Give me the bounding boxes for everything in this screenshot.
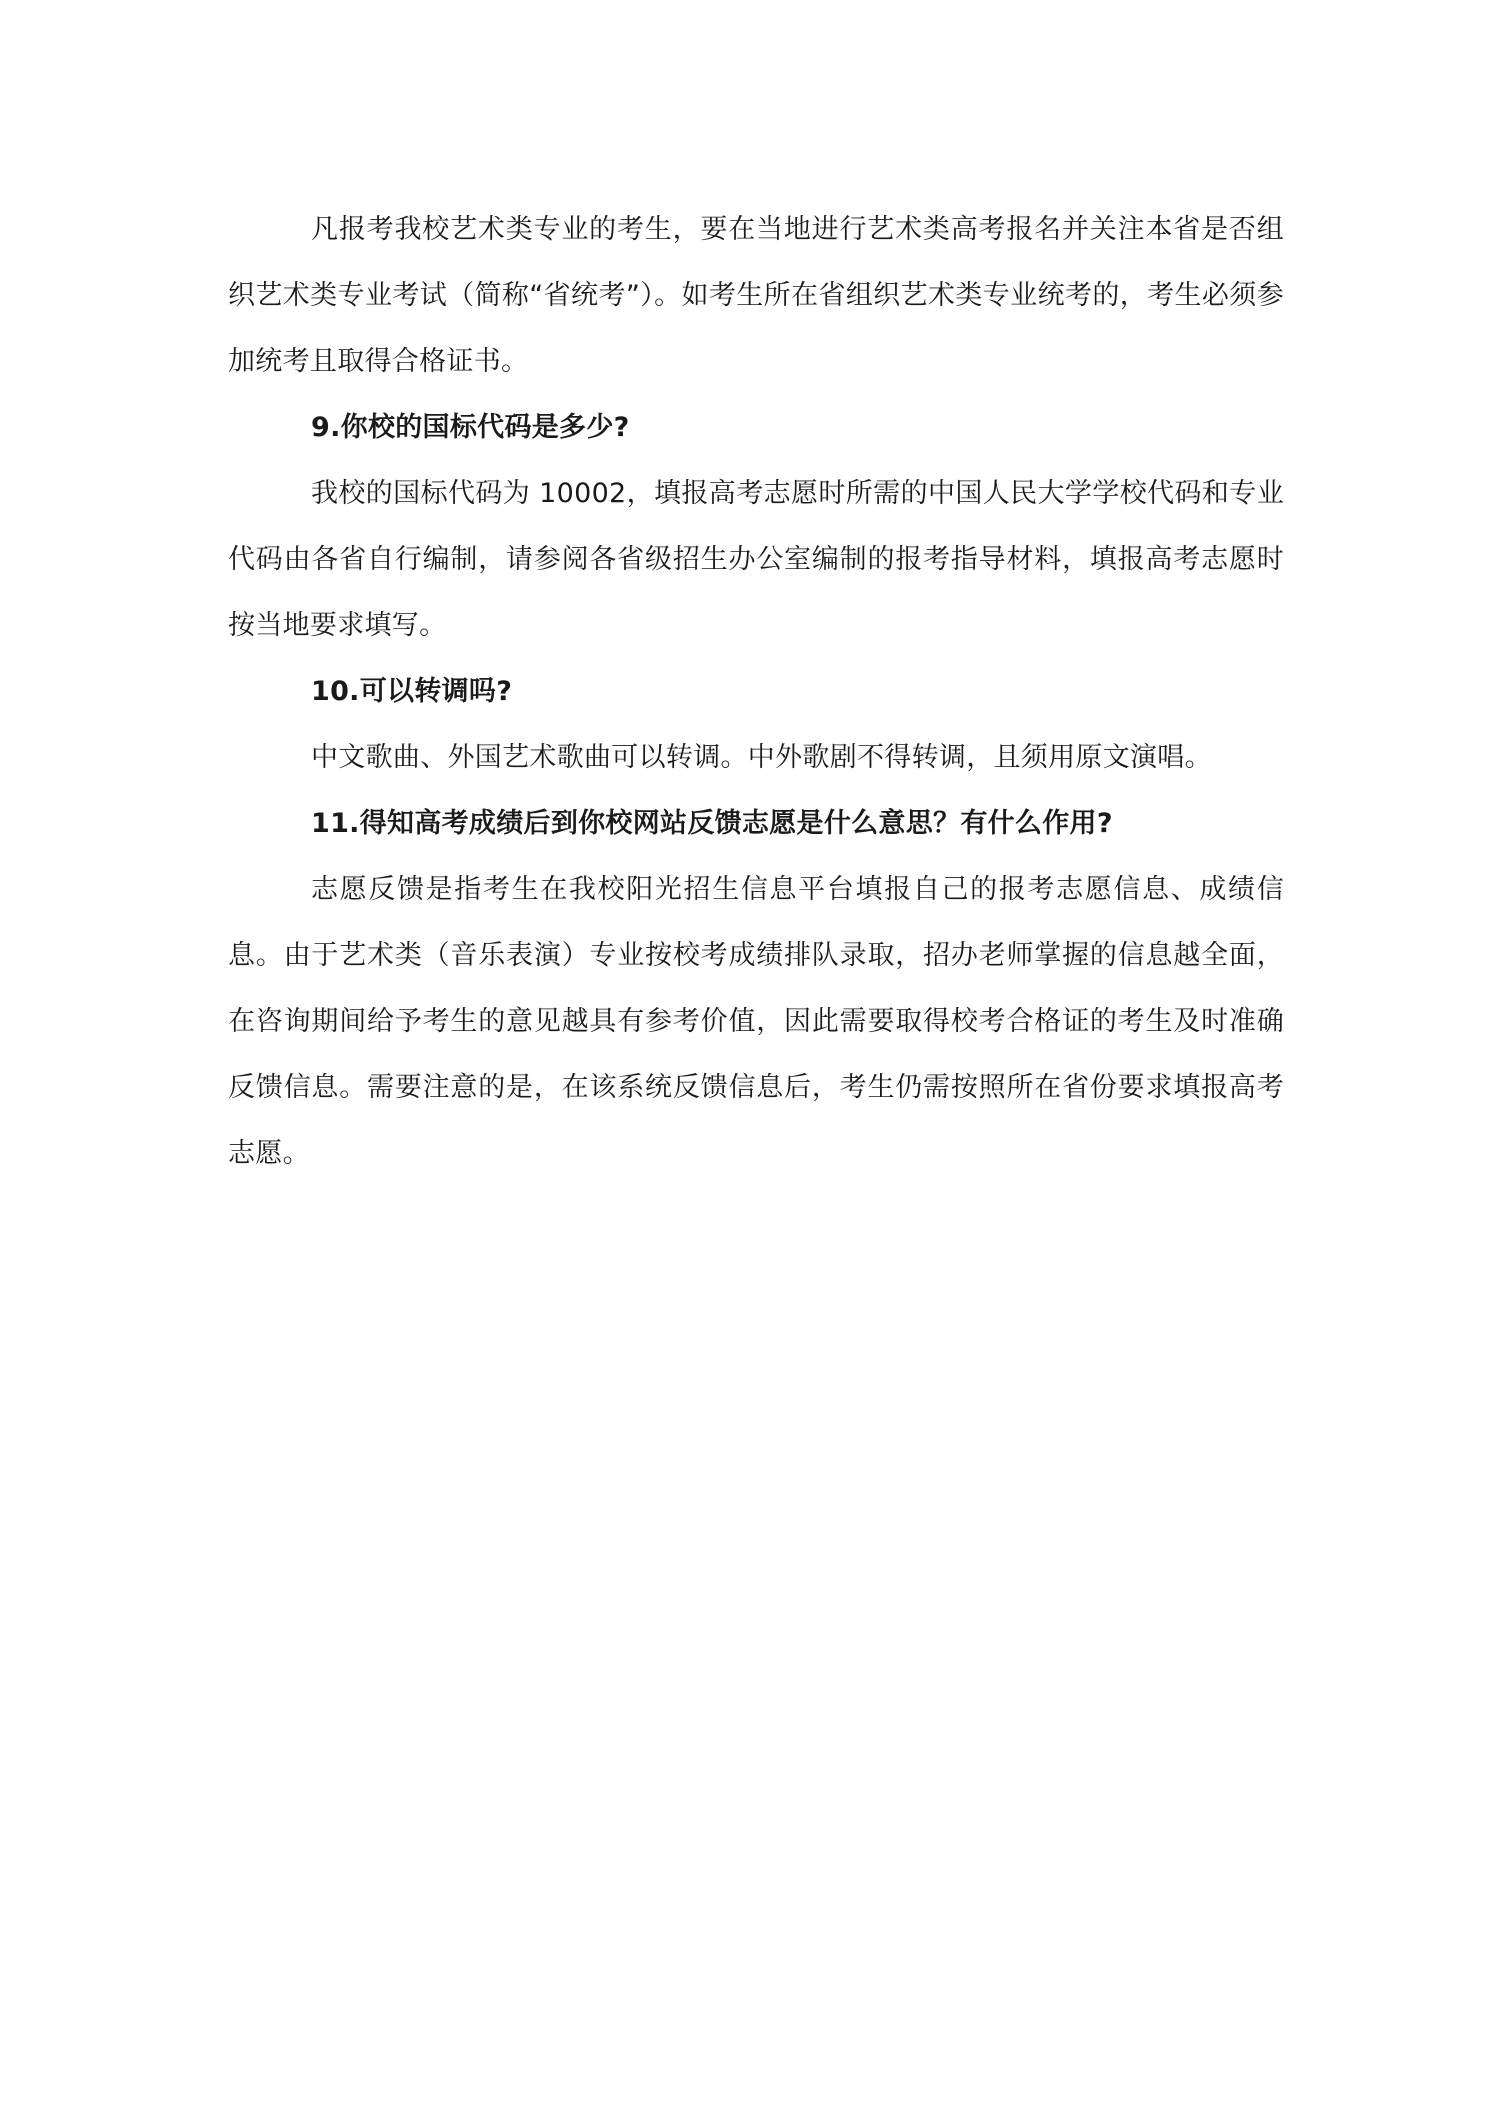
paragraph-school-code: 我校的国标代码为 10002，填报高考志愿时所需的中国人民大学学校代码和专业代码由各省自行编制，请参阅各省级招生办公室编制的报考指导材料，填报高考志愿时按当地要求填写。 [228,478,1284,641]
paragraph-feedback: 志愿反馈是指考生在我校阳光招生信息平台填报自己的报考志愿信息、成绩信息。由于艺术类（音乐表演）专业按校考成绩排队录取，招办老师掌握的信息越全面，在咨询期间给予考生的意见越具有参考价值，因此需要取得校考合格证的考生及时准确反馈信息。需要注意的是，在该系统反馈信息后，考生仍需按照所在省份要求填报高考志愿。 [228,874,1284,1169]
paragraph-art-exam-registration: 凡报考我校艺术类专业的考生，要在当地进行艺术类高考报名并关注本省是否组织艺术类专业考试（简称“省统考”）。如考生所在省组织艺术类专业统考的，考生必须参加统考且取得合格证书。 [228,214,1284,377]
question-heading-10: 10.可以转调吗? [311,676,513,707]
question-heading-9: 9.你校的国标代码是多少? [311,412,630,443]
question-heading-11: 11.得知高考成绩后到你校网站反馈志愿是什么意思？有什么作用? [311,808,1113,839]
document-body [228,197,1284,1187]
paragraph-transposition: 中文歌曲、外国艺术歌曲可以转调。中外歌剧不得转调，且须用原文演唱。 [311,742,1212,773]
